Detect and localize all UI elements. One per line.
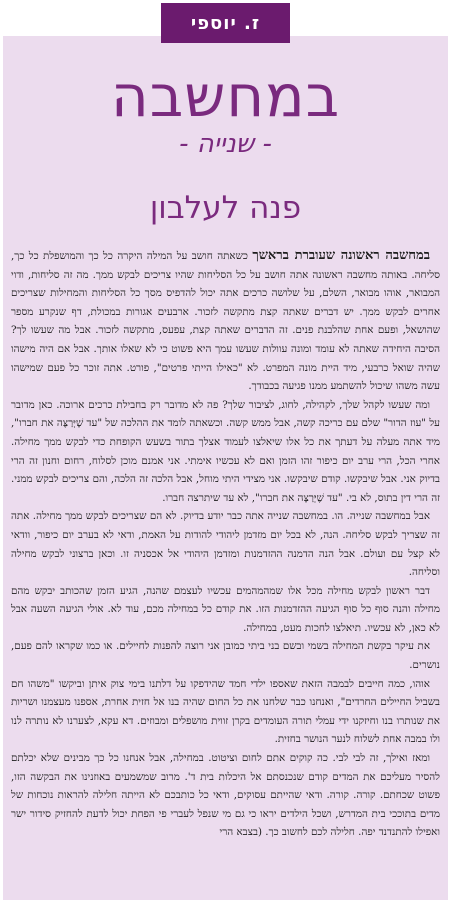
article-paragraph: דבר ראשון לבקש מחילה מכל אלו שמהמהמים עכשיו לעצמם שהנה, הגיע הזמן שהכותב יבקש מהם מחילה והנה סוף כל סוף הגיעה ההזדמנות הזו. את קודם כל במחילה מכם, עוד לא. אולי הגיעה השעה אבל לא כאן, לא עכשיו. תיאלצו לחכות מעט, במחילה.	[11, 584, 440, 634]
author-name: ז. יוספי	[190, 12, 261, 34]
article-body	[11, 247, 440, 897]
article-paragraph: ומה שעשו לקהל שלך, לקהילה, לחוג, לציבור שלך? פה לא מדובר רק בחבילת כרכים ארוכה. כאן מדובר על "עוז הדור" שלם עם כריכה קשה, אבל ממש קשה. וכשאתה לומד את ההלכה של "עד שֶׁיְּרַצֶּה את חברו", מיד אתה מעלה על דעתך את כל אלו שיאלצו לעמוד אצלך בתור בשעש הקופחת כדי לבקש ממך מחילה. אחרי הכל, הרי ערב יום כיפור זהו הזמן ואם לא עכשיו אימתי. אני אמנם מוכן לסלוח, רחום וחנון זה הרי בדיוק אני. אבל שיבקשו. קודם שיבקשו. אני מצידי היתי מוחל, אבל הלכה זה הלכה, והם צריכים לבקש ממני. זה הרי דין בתוס, לא בי. "עד שֶׁיְּרַצֶּה את חברו", לא עד שיתרצה חברו.	[11, 398, 440, 504]
article-paragraph: אבל במחשבה שנייה. הו. במחשבה שנייה אתה כבר יודע בדיוק. לא הם שצריכים לבקש ממך מחילה. אתה זה שצריך לבקש סליחה. הנה, לא בכל יום מזדמן ליהודי להודות על האמת, ודאי לא בערב יום כיפור, וודאי לא קצל עם ועולם. אבל הנה הדמנה ההזדמנות ומזדמן היהודי אל אכסניה זו. וכאן ברצוני לבקש מחילה וסליחה.	[11, 510, 440, 579]
column-title: במחשבה	[110, 62, 341, 130]
article-paragraph: ומאז ואילך, זה לבי לבי. כה קוקים אתם לחום וציטוט. במחילה, אבל אנחנו כל כך מבינים שלא יכלתם להסיר מעליכם את המדים קודם שנכנסתם אל היכלות בית ד'. מרוב שמשמעים באוזנינו את הבקשה הזו, פשוט שכחתם. קורה. קורה. ודאי שהייתם עסוקים, ודאי כל כותבכם לא הייתה חלילה להראות נוכחות של מדים בתוככי בית המדרש, ושכל הילדים יראו כי גם מי שנפל לעברי פי הפחת יכול לדעת להחזיק סידור ישר ואפילו להתנדנד יפה. חלילה לכם לחשוב כך. (בצבא הרי	[11, 752, 440, 839]
column-subtitle: - שנייה -	[179, 129, 272, 159]
article-paragraph: את עיקר בקשת המחילה בשמי ובשם בני ביתי כמובן אני רוצה להפנות לחיילים. או כמו שקראו להם פעם, נושרים.	[11, 640, 440, 672]
article-headline: פנה לעלבון	[149, 190, 302, 226]
author-tab	[161, 3, 290, 43]
article-paragraph: אוהו, כמה חייבים לבמבה הזאת שאספו ילדי חמד שהידפקו על דלתנו בימי צוק איתן וביקשו "משהו חם בשביל החיילים החרדים", ואנחנו כבר שלחנו את כל החום שהיה בנו אל חזית אחרת, אספנו מעצמנו ושריות את שנותרו בנו וחיזקנו ידי עמלי תורה העומדים בקרן זווית מושפלים ומבוזים. דא עקא, לצערנו לא נותרה לנו ולו במבה אחת לשלוח לנער הנושר בחזית.	[11, 677, 440, 746]
article-lead: במחשבה ראשונה שעוברת בראשך	[252, 248, 430, 263]
article-paragraph: במחשבה ראשונה שעוברת בראשך כשאתה חושב על המילה היקרה כל כך והמושפלת כל כך, סליחה. באותה מחשבה ראשונה אתה חושב על כל הסליחות שהיו צריכים לבקש ממך. מה זה סליחות, ודוי המבואר, אוהו מבואר, השלם, על שלושה כרכים אתה יכול להדפיס מסך כל הסליחות והמחילות שצריכים אחרים לבקש ממך. יש דברים שאתה קצת מתקשה לזכור. ארבעים אגורות במכולת, דף שנקרע מספר שהושאל, ופעם אחת שהלבנת פנים. זה הדברים שאתה קצת, עפעס, מתקשה לזכור. אבל מה שעשו לך? הסיבה היחידה שאתה לא עומד ומונה עוולות שעשו עמך היא פשוט כי לא שאלו אותך. אבל אם היה מישהו שהיה שואל כרבעי, מיד היית מונה המפרט. לא "כאילו הייתי פרטים", פורט. אתה זוכר כל פעם שמישהו עשה משהו שיכול להשתמע ממנו פגיעה בכבודך.	[11, 248, 440, 393]
